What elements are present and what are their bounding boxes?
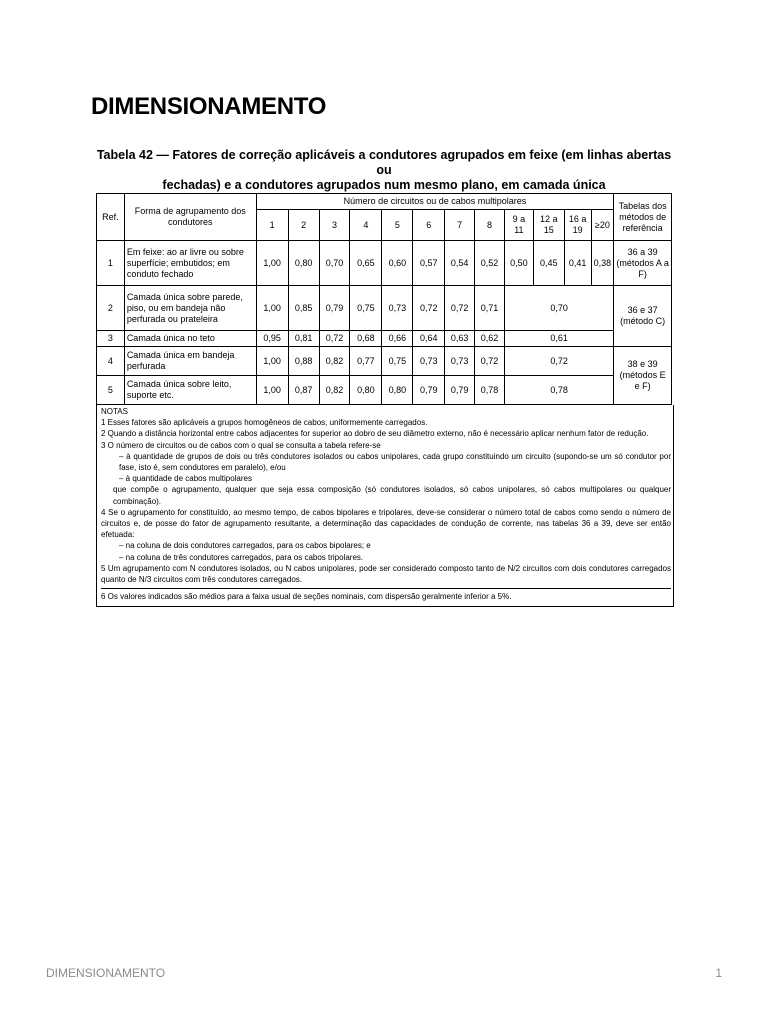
correction-factor-table <box>96 193 672 405</box>
row-forma: Camada única sobre parede, piso, ou em bandeja não perfurada ou prateleira <box>124 286 256 331</box>
row-forma: Camada única sobre leito, suporte etc. <box>124 376 256 405</box>
table-row <box>97 347 672 376</box>
table-header-row-1 <box>97 194 672 210</box>
row-tabela: 38 e 39 (métodos E e F) <box>614 347 672 405</box>
page-title: DIMENSIONAMENTO <box>91 93 327 120</box>
value-cell: 0,64 <box>413 331 445 347</box>
note-3b: – à quantidade de cabos multipolares <box>119 474 252 484</box>
col-header: 8 <box>475 210 505 241</box>
value-cell: 0,71 <box>475 286 505 331</box>
value-cell: 0,79 <box>319 286 350 331</box>
note-1: 1 Esses fatores são aplicáveis a grupos homogêneos de cabos, uniformemente carregados. <box>101 418 428 428</box>
value-cell: 0,80 <box>382 376 413 405</box>
note-5: 5 Um agrupamento com N condutores isolados, ou N cabos unipolares, pode ser considerado composto tanto de N/2 circuitos com dois condutores carregados quanto de N/3 circuitos com três condutores carregados. <box>101 563 671 585</box>
value-cell: 0,62 <box>475 331 505 347</box>
value-cell: 0,60 <box>382 241 413 286</box>
table-caption-line-1: Tabela 42 — Fatores de correção aplicáveis a condutores agrupados em feixe (em linhas abertas ou <box>96 148 672 177</box>
header-forma: Forma de agrupamento dos condutores <box>124 194 256 241</box>
row-forma: Camada única em bandeja perfurada <box>124 347 256 376</box>
col-header: 5 <box>382 210 413 241</box>
value-cell: 0,72 <box>413 286 445 331</box>
value-cell: 0,81 <box>288 331 319 347</box>
value-cell: 0,57 <box>413 241 445 286</box>
value-cell: 0,72 <box>475 347 505 376</box>
value-cell: 0,45 <box>533 241 564 286</box>
value-cell: 0,85 <box>288 286 319 331</box>
value-cell: 0,66 <box>382 331 413 347</box>
value-cell: 1,00 <box>256 376 288 405</box>
footer-page-number: 1 <box>715 966 722 980</box>
value-cell: 0,87 <box>288 376 319 405</box>
value-cell: 0,70 <box>319 241 350 286</box>
col-header: 1 <box>256 210 288 241</box>
footer-title: DIMENSIONAMENTO <box>46 966 166 980</box>
value-cell: 0,41 <box>564 241 591 286</box>
value-cell: 0,80 <box>350 376 382 405</box>
value-cell: 0,75 <box>350 286 382 331</box>
col-header: 9 a 11 <box>504 210 533 241</box>
value-cell: 0,77 <box>350 347 382 376</box>
value-cell: 0,73 <box>445 347 475 376</box>
value-cell: 0,80 <box>288 241 319 286</box>
value-cell: 0,79 <box>413 376 445 405</box>
value-cell: 0,82 <box>319 347 350 376</box>
note-3c: que compõe o agrupamento, qualquer que seja essa composição (só condutores isolados, só cabos unipolares, só cabos multipolares ou qualquer combinação). <box>113 485 671 506</box>
correction-factor-table-wrap <box>96 193 672 607</box>
row-tabela: 36 a 39 (métodos A a F) <box>614 241 672 286</box>
value-cell: 0,72 <box>445 286 475 331</box>
value-cell: 0,38 <box>591 241 614 286</box>
note-2: 2 Quando a distância horizontal entre cabos adjacentes for superior ao dobro de seu diâmetro externo, não é necessário aplicar nenhum fator de redução. <box>101 429 649 439</box>
header-tabelas: Tabelas dos métodos de referência <box>614 194 672 241</box>
col-header: 6 <box>413 210 445 241</box>
merged-value-cell: 0,72 <box>504 347 613 376</box>
note-3a: – à quantidade de grupos de dois ou três condutores isolados ou cabos unipolares, cada grupo constituindo um circuito (supondo-se um só condutor por fase, isto é, sem condutores em paralelo), e/ou <box>119 451 671 473</box>
table-row <box>97 376 672 405</box>
note-4b: – na coluna de três condutores carregados, para os cabos tripolares. <box>119 552 364 562</box>
table-row <box>97 286 672 331</box>
notes-heading: NOTAS <box>101 407 128 416</box>
col-header: ≥20 <box>591 210 614 241</box>
note-6: 6 Os valores indicados são médios para a faixa usual de seções nominais, com dispersão geralmente inferior a 5%. <box>101 588 671 602</box>
value-cell: 0,73 <box>413 347 445 376</box>
note-3: 3 O número de circuitos ou de cabos com o qual se consulta a tabela refere-se <box>101 440 381 450</box>
col-header: 7 <box>445 210 475 241</box>
note-4: 4 Se o agrupamento for constituído, ao mesmo tempo, de cabos bipolares e tripolares, deve-se considerar o número total de cabos como sendo o número de circuitos e, de posse do fator de agrupamento resultante, a determinação das capacidades de condução de corrente, nas tabelas 36 a 39, deve ser então efetuada: <box>101 507 671 540</box>
row-ref: 2 <box>97 286 125 331</box>
header-numero-circuitos: Número de circuitos ou de cabos multipolares <box>256 194 614 210</box>
merged-value-cell: 0,78 <box>504 376 613 405</box>
value-cell: 0,78 <box>475 376 505 405</box>
row-ref: 4 <box>97 347 125 376</box>
value-cell: 0,68 <box>350 331 382 347</box>
col-header: 3 <box>319 210 350 241</box>
row-tabela: 36 e 37 (método C) <box>614 286 672 347</box>
value-cell: 0,65 <box>350 241 382 286</box>
value-cell: 0,75 <box>382 347 413 376</box>
value-cell: 0,79 <box>445 376 475 405</box>
merged-value-cell: 0,70 <box>504 286 613 331</box>
row-ref: 3 <box>97 331 125 347</box>
col-header: 4 <box>350 210 382 241</box>
value-cell: 0,73 <box>382 286 413 331</box>
merged-value-cell: 0,61 <box>504 331 613 347</box>
table-caption-line-2: fechadas) e a condutores agrupados num mesmo plano, em camada única <box>162 178 606 192</box>
table-row <box>97 331 672 347</box>
value-cell: 0,95 <box>256 331 288 347</box>
table-caption <box>96 148 672 193</box>
note-4a: – na coluna de dois condutores carregados, para os cabos bipolares; e <box>119 541 371 551</box>
value-cell: 1,00 <box>256 347 288 376</box>
value-cell: 0,72 <box>319 331 350 347</box>
table-notes <box>96 405 674 607</box>
col-header: 12 a 15 <box>533 210 564 241</box>
col-header: 2 <box>288 210 319 241</box>
row-forma: Em feixe: ao ar livre ou sobre superfície; embutidos; em conduto fechado <box>124 241 256 286</box>
value-cell: 0,88 <box>288 347 319 376</box>
col-header: 16 a 19 <box>564 210 591 241</box>
value-cell: 0,50 <box>504 241 533 286</box>
value-cell: 1,00 <box>256 286 288 331</box>
value-cell: 1,00 <box>256 241 288 286</box>
value-cell: 0,82 <box>319 376 350 405</box>
value-cell: 0,52 <box>475 241 505 286</box>
value-cell: 0,54 <box>445 241 475 286</box>
row-ref: 5 <box>97 376 125 405</box>
row-forma: Camada única no teto <box>124 331 256 347</box>
row-ref: 1 <box>97 241 125 286</box>
header-ref: Ref. <box>97 194 125 241</box>
table-row <box>97 241 672 286</box>
value-cell: 0,63 <box>445 331 475 347</box>
